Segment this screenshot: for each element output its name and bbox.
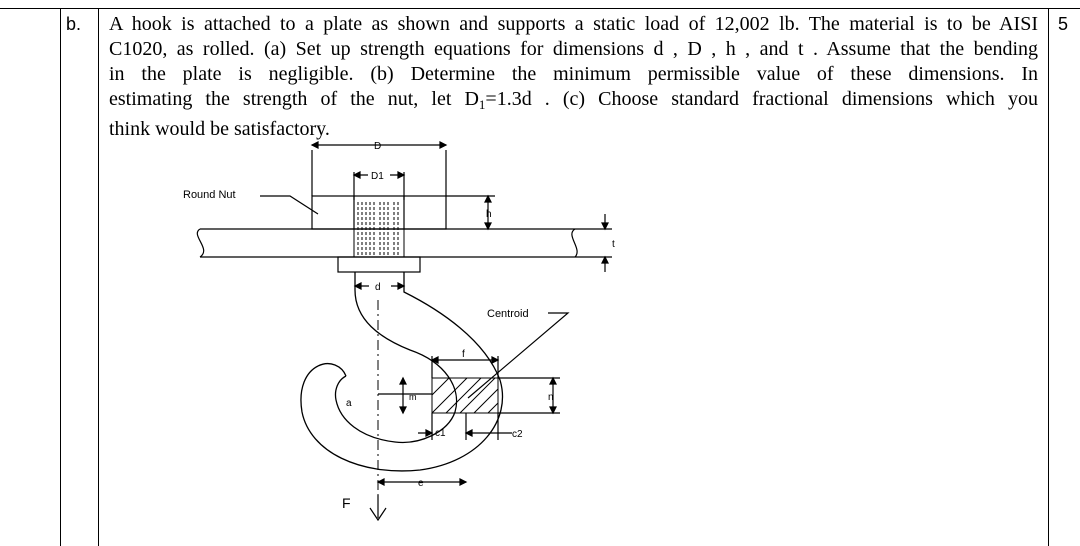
label-centroid: Centroid	[487, 308, 529, 320]
dim-t	[575, 214, 612, 272]
question-marks: 5	[1058, 14, 1069, 34]
plate	[197, 229, 577, 257]
label-round-nut: Round Nut	[183, 189, 236, 201]
question-number: b.	[66, 14, 82, 34]
dim-m	[400, 378, 406, 413]
hook-body	[301, 272, 503, 471]
section-hatch	[432, 378, 498, 413]
label-D1: D1	[371, 171, 384, 182]
label-d: d	[375, 282, 381, 293]
dim-c1-c2	[418, 413, 512, 440]
label-e: e	[418, 478, 424, 489]
question-line: in the plate is negligible. (b) Determine the minimum permissible value of these dimensions. In	[109, 63, 1038, 85]
question-line: C1020, as rolled. (a) Set up strength equations for dimensions d , D , h , and t . Assume that the bending	[109, 38, 1038, 60]
label-D: D	[374, 141, 382, 152]
label-h: h	[486, 209, 492, 220]
washer	[338, 257, 420, 272]
label-c2: c2	[512, 429, 523, 440]
dim-f	[432, 356, 498, 378]
label-F: F	[342, 495, 351, 511]
label-n: n	[548, 392, 554, 403]
label-a: a	[346, 398, 352, 409]
label-f: f	[462, 349, 465, 360]
round-nut	[312, 150, 446, 229]
round-nut-leader	[260, 196, 318, 214]
question-line: estimating the strength of the nut, let $D_1=1.3d$ . (c) Choose standard fractional dimensions which you	[109, 88, 1038, 112]
question-line: think would be satisfactory.	[109, 118, 330, 140]
label-c1: c1	[435, 428, 446, 439]
question-line: A hook is attached to a plate as shown and supports a static load of 12,002 lb. The material is to be AISI	[109, 13, 1038, 35]
load-arrow	[370, 495, 386, 520]
label-t: t	[612, 239, 615, 250]
label-m: m	[409, 392, 417, 402]
